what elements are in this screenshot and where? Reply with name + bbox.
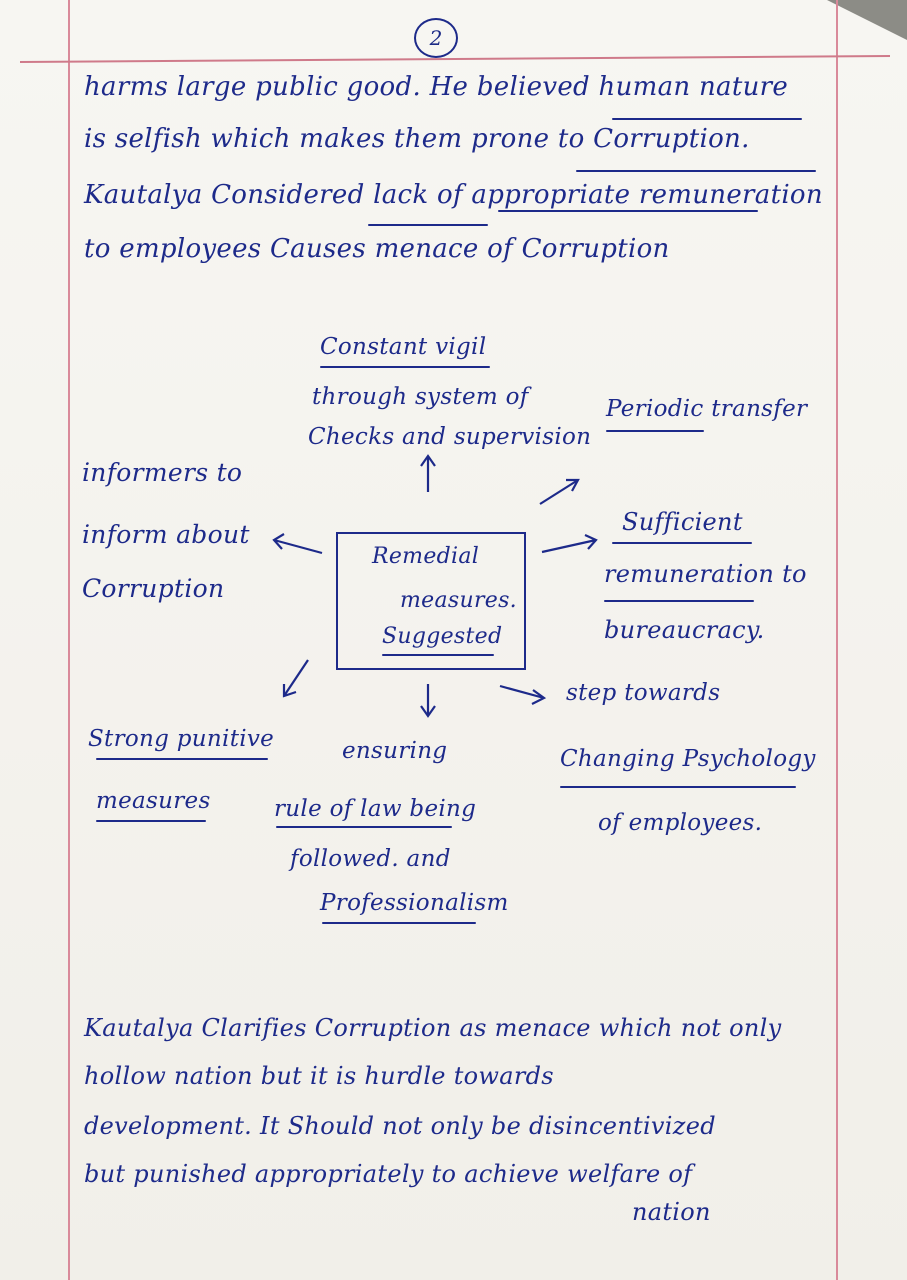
intro-line-3: Kautalya Considered lack of appropriate remuneration [84,180,823,210]
node-top-line-2: through system of [312,384,529,410]
node-right-line-3: bureaucracy. [604,616,765,644]
node-bottom-right-line-1: step towards [566,680,721,706]
conclusion-line-2: hollow nation but it is hurdle towards [84,1062,554,1090]
conclusion-line-4: but punished appropriately to achieve welfare of [84,1160,693,1188]
page-number: 2 [414,18,458,58]
arrow-bottom-right [500,686,544,704]
intro-line-2: is selfish which makes them prone to Corruption. [84,124,750,154]
conclusion-line-1: Kautalya Clarifies Corruption as menace which not only [84,1014,782,1042]
node-top-right: Periodic transfer [606,396,808,422]
node-right-line-1: Sufficient [622,508,743,536]
intro-line-4: to employees Causes menace of Corruption [84,234,670,264]
node-top-line-3: Checks and supervision [308,424,592,450]
node-bottom-line-2: rule of law being [274,796,477,822]
arrow-right [542,535,596,552]
arrow-down [421,684,435,716]
node-top-line-1: Constant vigil [320,334,487,360]
node-left-line-1: informers to [82,458,243,487]
node-bottom-line-4: Professionalism [320,890,509,916]
node-bottom-right-line-3: of employees. [598,810,763,836]
conclusion-line-3: development. It Should not only be disincentivized [84,1112,716,1140]
node-bottom-left-line-2: measures [96,788,211,814]
arrow-up [421,456,435,492]
node-bottom-line-1: ensuring [342,738,448,764]
center-line-3: Suggested [382,624,503,649]
arrow-top-right [540,480,578,504]
node-left-line-2: inform about [82,520,250,549]
center-line-1: Remedial [372,544,480,569]
arrow-bottom-left [284,660,308,696]
node-bottom-left-line-1: Strong punitive [88,726,275,752]
node-bottom-line-3: followed. and [290,846,451,872]
node-right-line-2: remuneration to [604,560,807,588]
center-line-2: measures. [400,588,517,613]
arrow-left [274,534,322,553]
node-bottom-right-line-2: Changing Psychology [560,746,816,772]
node-left-line-3: Corruption [82,574,225,603]
intro-line-1: harms large public good. He believed human nature [84,72,789,102]
conclusion-line-5: nation [632,1198,711,1226]
